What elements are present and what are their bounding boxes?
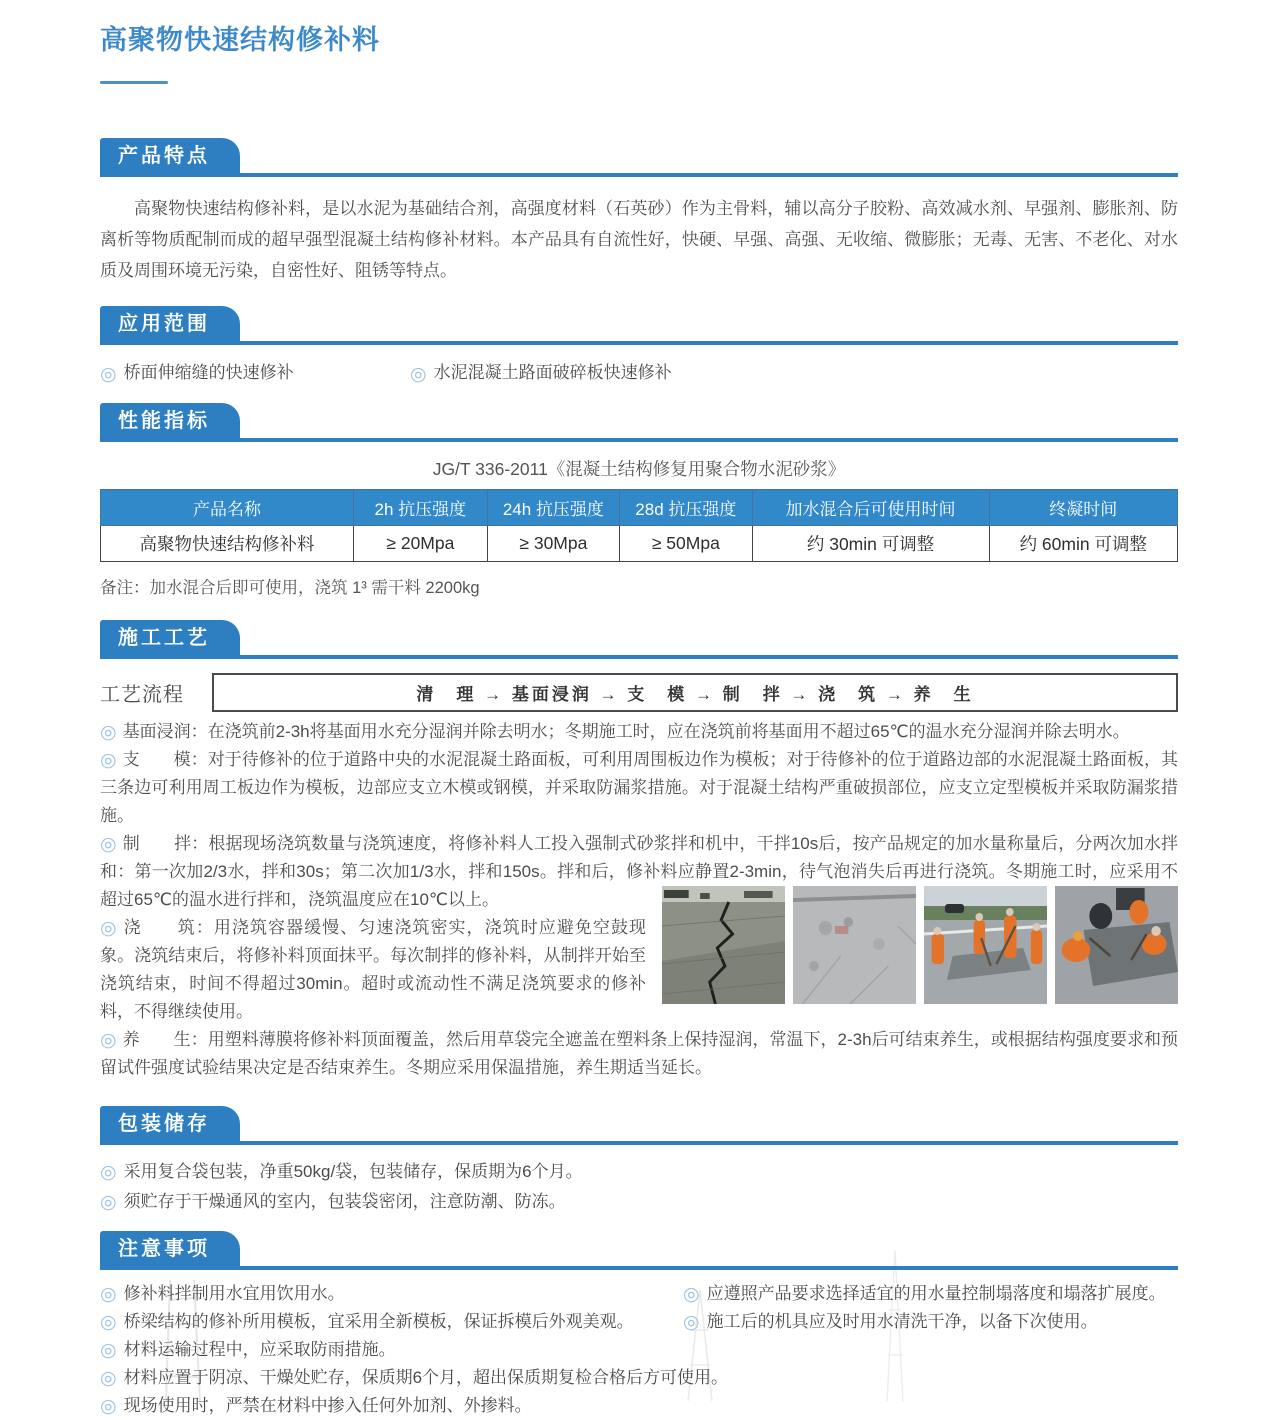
column-header: 24h 抗压强度 bbox=[487, 490, 619, 526]
process-step-text: 养 生：用塑料薄膜将修补料顶面覆盖，然后用草袋完全遮盖在塑料条上保持湿润，常温下，2-3h后可结束养生，或根据结构强度要求和预留试件强度试验结果决定是否结束养生。冬期应采用保温措施，养生期适当延长。 bbox=[100, 1030, 1178, 1077]
process-flow-label: 工艺流程 bbox=[100, 684, 184, 706]
column-header: 28d 抗压强度 bbox=[620, 490, 752, 526]
circle-bullet-icon: ◎ bbox=[100, 1192, 117, 1213]
circle-bullet-icon: ◎ bbox=[100, 363, 117, 385]
note-item bbox=[100, 1280, 683, 1308]
performance-table bbox=[100, 489, 1178, 562]
note-item-text: 材料应置于阴凉、干燥处贮存，保质期6个月，超出保质期复检合格后方可使用。 bbox=[123, 1368, 729, 1387]
application-item bbox=[410, 361, 672, 385]
column-header: 加水混合后可使用时间 bbox=[752, 490, 989, 526]
construction-photos bbox=[662, 886, 1178, 1004]
note-item bbox=[100, 1392, 1178, 1420]
process-steps bbox=[100, 718, 1178, 1082]
notes-grid bbox=[100, 1280, 1178, 1364]
patching-crew-illustration bbox=[1055, 886, 1178, 1004]
table-cell: ≥ 30Mpa bbox=[487, 526, 619, 562]
circle-bullet-icon: ◎ bbox=[100, 750, 117, 771]
note-item bbox=[100, 1308, 683, 1336]
application-item-label: 水泥混凝土路面破碎板快速修补 bbox=[433, 363, 672, 382]
table-cell: 高聚物快速结构修补料 bbox=[101, 526, 354, 562]
standard-reference: JG/T 336-2011《混凝土结构修复用聚合物水泥砂浆》 bbox=[432, 459, 846, 479]
process-step-text: 支 模：对于待修补的位于道路中央的水泥混凝土路面板，可利用周围板边作为模板；对于待修补的位于道路边部的水泥混凝土路面板，其三条边可利用周工板边作为模板，边部应支立木模或钢模，并采取防漏浆措施。对于混凝土结构严重破损部位，应支立定型模板并采取防漏浆措施。 bbox=[100, 750, 1178, 825]
note-item-text: 施工后的机具应及时用水清洗干净，以备下次使用。 bbox=[706, 1312, 1098, 1331]
circle-bullet-icon: ◎ bbox=[100, 1284, 117, 1305]
note-item bbox=[683, 1308, 1178, 1336]
title-underline bbox=[100, 81, 168, 84]
section-header-packaging bbox=[100, 1106, 1178, 1145]
table-cell: 约 60min 可调整 bbox=[989, 526, 1177, 562]
circle-bullet-icon: ◎ bbox=[683, 1312, 700, 1333]
section-header-process bbox=[100, 620, 1178, 659]
column-header: 产品名称 bbox=[101, 490, 354, 526]
circle-bullet-icon: ◎ bbox=[100, 1312, 117, 1333]
application-list bbox=[100, 361, 1178, 385]
section-tab-notes: 注意事项 bbox=[100, 1231, 240, 1266]
note-item-text: 桥梁结构的修补所用模板，宜采用全新模板，保证拆模后外观美观。 bbox=[123, 1312, 634, 1331]
note-item-text: 现场使用时，严禁在材料中掺入任何外加剂、外掺料。 bbox=[123, 1396, 532, 1415]
section-tab-features: 产品特点 bbox=[100, 138, 240, 173]
circle-bullet-icon: ◎ bbox=[100, 834, 117, 855]
process-flow-diagram: 清 理 → 基面浸润 → 支 模 → 制 拌 → 浇 筑 → 养 生 bbox=[212, 673, 1178, 712]
note-item-text: 材料运输过程中，应采取防雨措施。 bbox=[123, 1340, 396, 1359]
process-step-text: 浇 筑：用浇筑容器缓慢、匀速浇筑密实，浇筑时应避免空鼓现象。浇筑结束后，将修补料顶面抹平。每次制拌的修补料，从制拌开始至浇筑结束，时间不得超过30min。超时或流动性不满足浇筑要求的修补料，不得继续使用。 bbox=[100, 918, 646, 1021]
process-step-text: 制 拌：根据现场浇筑数量与浇筑速度，将修补料人工投入强制式砂浆拌和机中，干拌10s后，按产品规定的加水量称量后，分两次加水拌和：第一次加2/3水，拌和30s；第二次加1/3水，拌和150s。拌和后，修补料应静置2-3min，待气泡消失后再进行浇筑。冬期施工时，应采用不超过65℃的温水进行拌和，浇筑温度应在10℃以上。 bbox=[100, 834, 1178, 909]
note-item-text: 修补料拌制用水宜用饮用水。 bbox=[123, 1284, 345, 1303]
note-item bbox=[683, 1280, 1178, 1308]
circle-bullet-icon: ◎ bbox=[100, 1340, 117, 1361]
repair-crew-illustration bbox=[924, 886, 1047, 1004]
process-flow-row bbox=[100, 673, 1178, 712]
section-tab-packaging: 包装储存 bbox=[100, 1106, 240, 1141]
note-item bbox=[100, 1336, 683, 1364]
column-header: 2h 抗压强度 bbox=[354, 490, 488, 526]
section-tab-application: 应用范围 bbox=[100, 306, 240, 341]
process-step-text: 基面浸润：在浇筑前2-3h将基面用水充分湿润并除去明水；冬期施工时，应在浇筑前将基面用不超过65℃的温水充分湿润并除去明水。 bbox=[122, 722, 1130, 741]
packaging-item bbox=[100, 1157, 1178, 1187]
process-step bbox=[100, 1026, 1178, 1082]
cracked-pavement-illustration bbox=[662, 886, 785, 1004]
table-header-row bbox=[101, 490, 1178, 526]
process-step bbox=[100, 718, 1178, 746]
circle-bullet-icon: ◎ bbox=[683, 1284, 700, 1305]
road-repair-crew-photo bbox=[924, 886, 1047, 1004]
process-step bbox=[100, 746, 1178, 830]
notes-full-width-items bbox=[100, 1364, 1178, 1420]
table-row bbox=[101, 526, 1178, 562]
column-header: 终凝时间 bbox=[989, 490, 1177, 526]
circle-bullet-icon: ◎ bbox=[100, 918, 117, 939]
circle-bullet-icon: ◎ bbox=[100, 1030, 117, 1051]
document-page bbox=[100, 0, 1178, 1420]
note-item-text: 应遵照产品要求选择适宜的用水量控制塌落度和塌落扩展度。 bbox=[706, 1284, 1166, 1303]
packaging-item-text: 采用复合袋包装，净重50kg/袋，包装储存，保质期为6个月。 bbox=[123, 1162, 583, 1181]
table-note: 备注：加水混合后即可使用，浇筑 1³ 需干料 2200kg bbox=[100, 579, 480, 597]
table-cell: ≥ 50Mpa bbox=[620, 526, 752, 562]
circle-bullet-icon: ◎ bbox=[410, 363, 427, 385]
table-cell: 约 30min 可调整 bbox=[752, 526, 989, 562]
section-header-performance bbox=[100, 403, 1178, 442]
application-item bbox=[100, 361, 410, 385]
page-title: 高聚物快速结构修补料 bbox=[100, 25, 380, 55]
note-item bbox=[100, 1364, 1178, 1392]
section-header-features bbox=[100, 138, 1178, 177]
circle-bullet-icon: ◎ bbox=[100, 722, 117, 743]
notes-grid-empty-cell bbox=[683, 1336, 1178, 1364]
repaired-concrete-photo bbox=[793, 886, 916, 1004]
circle-bullet-icon: ◎ bbox=[100, 1396, 117, 1417]
circle-bullet-icon: ◎ bbox=[100, 1368, 117, 1389]
application-item-label: 桥面伸缩缝的快速修补 bbox=[123, 363, 294, 382]
features-paragraph: 高聚物快速结构修补料，是以水泥为基础结合剂，高强度材料（石英砂）作为主骨料，辅以高分子胶粉、高效减水剂、早强剂、膨胀剂、防离析等物质配制而成的超早强型混凝土结构修补材料。本产品具有自流性好，快硬、早强、高强、无收缩、微膨胀；无毒、无害、不老化、对水质及周围环境无污染，自密性好、阻锈等特点。 bbox=[100, 199, 1178, 280]
packaging-list bbox=[100, 1157, 1178, 1217]
packaging-item-text: 须贮存于干燥通风的室内，包装袋密闭，注意防潮、防冻。 bbox=[123, 1192, 566, 1211]
section-tab-process: 施工工艺 bbox=[100, 620, 240, 655]
packaging-item bbox=[100, 1187, 1178, 1217]
circle-bullet-icon: ◎ bbox=[100, 1162, 117, 1183]
concrete-surface-illustration bbox=[793, 886, 916, 1004]
section-header-application bbox=[100, 306, 1178, 345]
table-cell: ≥ 20Mpa bbox=[354, 526, 488, 562]
section-header-notes bbox=[100, 1231, 1178, 1270]
cracked-pavement-photo bbox=[662, 886, 785, 1004]
pavement-patching-photo bbox=[1055, 886, 1178, 1004]
section-tab-performance: 性能指标 bbox=[100, 403, 240, 438]
